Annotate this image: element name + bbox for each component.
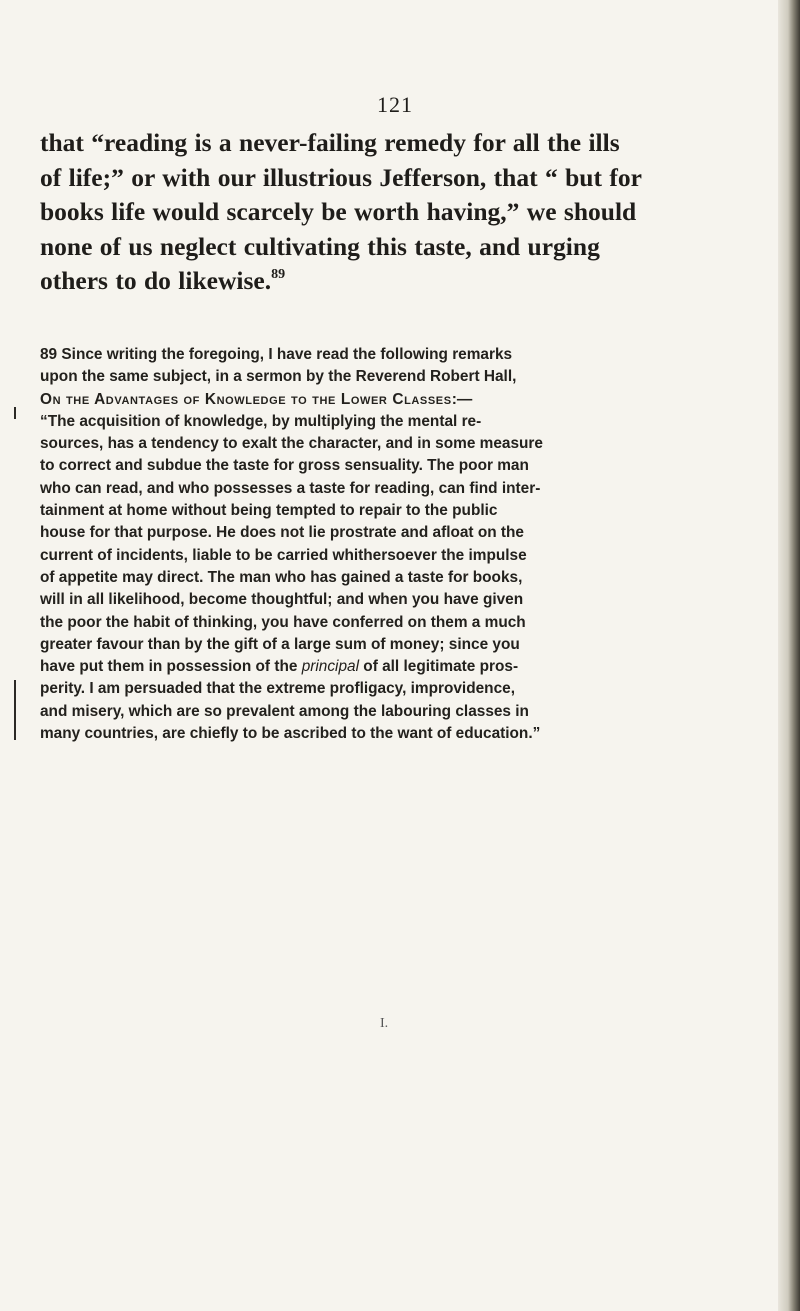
footnote-line-text: of all legitimate pros-	[359, 658, 519, 676]
footnote-line: of appetite may direct. The man who has gained a taste for books,	[40, 568, 523, 586]
footnote-line-text: Since writing the foregoing, I have read the following remarks	[61, 346, 513, 363]
main-text-line-final: others to do likewise.	[40, 266, 272, 295]
footnote-number: 89	[40, 346, 58, 363]
emphasized-word: principal	[301, 658, 360, 676]
footnote-line: current of incidents, liable to be carried whithersoever the impulse	[40, 546, 527, 564]
margin-mark	[14, 407, 16, 419]
footnote-line: house for that purpose. He does not lie prostrate and afloat on the	[40, 524, 524, 542]
footnote-reference: 89	[271, 267, 286, 282]
margin-mark	[14, 680, 16, 740]
footnote-line: greater favour than by the gift of a large sum of money; since you	[40, 635, 520, 653]
footnote-line: sources, has a tendency to exalt the character, and in some measure	[40, 435, 543, 453]
footnote-line: upon the same subject, in a sermon by the Reverend Robert Hall,	[40, 368, 517, 386]
footnote-line: who can read, and who possesses a taste for reading, can find inter-	[40, 479, 541, 497]
footnote	[40, 344, 740, 745]
footnote-line: perity. I am persuaded that the extreme profligacy, improvidence,	[40, 680, 515, 698]
footnote-line	[40, 389, 740, 411]
footnote-line: tainment at home without being tempted to repair to the public	[40, 502, 498, 520]
main-text-line: that “reading is a never-failing remedy for all the ills	[40, 128, 620, 157]
footnote-line-text: :—	[451, 390, 473, 408]
signature-mark: I.	[380, 1016, 389, 1031]
footnote-line-text: have put them in possession of the	[40, 658, 302, 676]
footnote-line: many countries, are chiefly to be ascribed to the want of education.”	[40, 725, 541, 743]
page-number: 121	[377, 92, 413, 117]
footnote-line: will in all likelihood, become thoughtful; and when you have given	[40, 591, 524, 609]
footnote-line	[40, 656, 740, 678]
book-spine-edge	[778, 0, 800, 1311]
main-text-line: of life;” or with our illustrious Jefferson, that “ but for	[40, 162, 642, 192]
footnote-line	[40, 344, 740, 366]
footnote-line: and misery, which are so prevalent among the labouring classes in	[40, 702, 529, 720]
sermon-title: On the Advantages of Knowledge to the Lower Classes	[40, 390, 452, 408]
main-text-line: none of us neglect cultivating this taste, and urging	[40, 231, 600, 261]
footnote-line: the poor the habit of thinking, you have conferred on them a much	[40, 613, 526, 631]
main-text-line: books life would scarcely be worth having,” we should	[40, 197, 637, 226]
footnote-line: to correct and subdue the taste for gross sensuality. The poor man	[40, 457, 529, 475]
main-text-line	[40, 264, 730, 299]
main-paragraph	[40, 126, 730, 299]
footnote-line: “The acquisition of knowledge, by multiplying the mental re-	[40, 412, 482, 430]
